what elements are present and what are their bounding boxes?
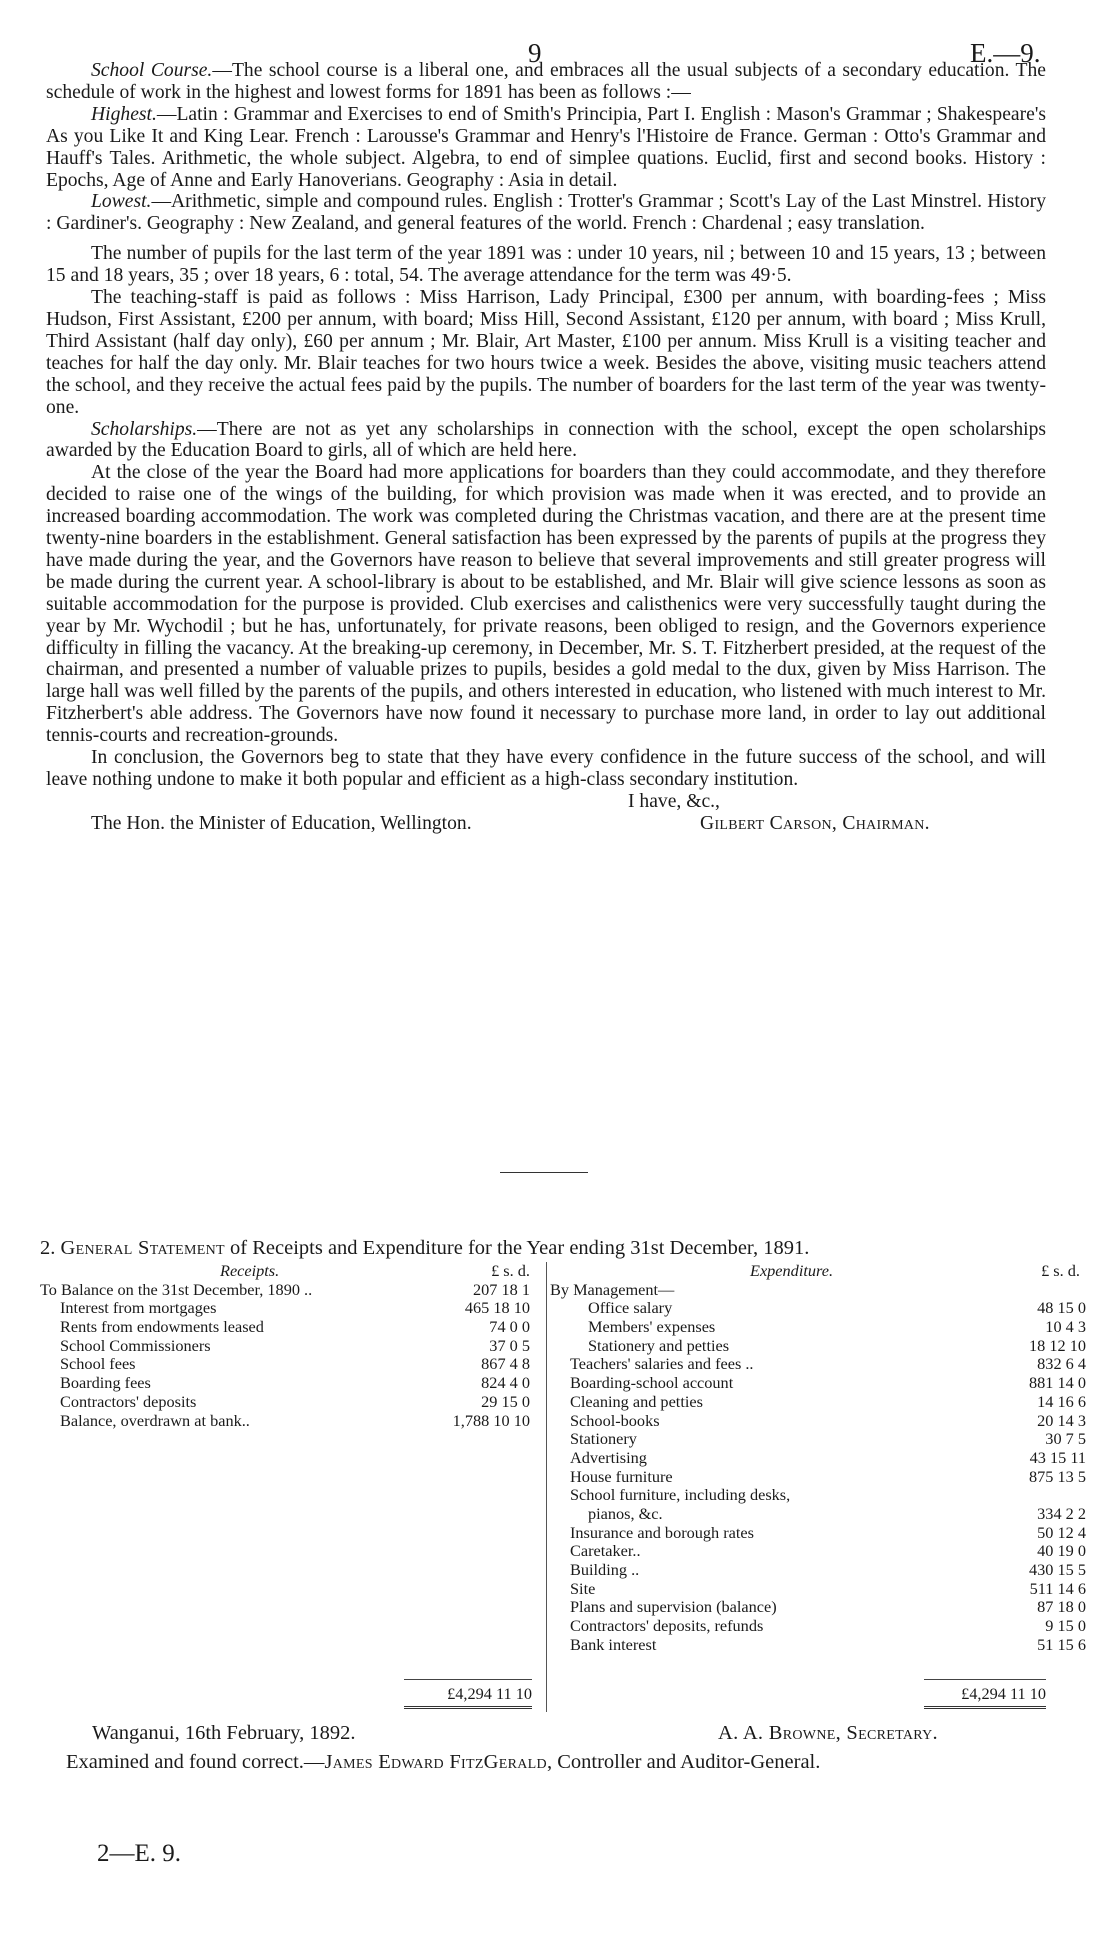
school-course-label: School Course. — [91, 60, 213, 81]
paragraph-lowest — [46, 191, 1046, 235]
expenditure-label: Boarding-school account — [570, 1373, 734, 1393]
receipts-currency-head: £ s. d. — [491, 1261, 530, 1280]
expenditure-label: House furniture — [570, 1466, 673, 1486]
expenditure-amount: 10 4 3 — [1045, 1317, 1086, 1337]
page-number: 9 — [528, 38, 542, 68]
expenditure-label: Members' expenses — [588, 1317, 716, 1337]
closing-row — [46, 791, 1046, 813]
expenditure-amount: 30 7 5 — [1045, 1429, 1086, 1449]
paragraph-boarders: At the close of the year the Board had more applications for boarders than they could accommodate, and they therefore decided to raise one of the wings of the building, for which provision was made when it was erected, and to provide an increased boarding accommodation. The work was completed during the Christmas vacation, and there are at the present time twenty-nine boarders in the establishment. General satisfaction has been expressed by the parents of pupils at the progress they have made during the year, and the Governors have reason to believe that several improvements and still greater progress will be made during the current year. A school-library is about to be established, and Mr. Blair will give science lessons as soon as suitable accommodation for the purpose is provided. Club exercises and calisthenics were very successfully taught during the year by Mr. Wychodil ; but he has, unfortunately, for private reasons, been obliged to resign, and the Governors experience difficulty in filling the vacancy. At the breaking-up ceremony, in December, Mr. S. T. Fitzherbert presided, at the request of the chairman, and presented a number of valuable prizes to pupils, besides a gold medal to the dux, given by Miss Harrison. The large hall was well filled by the parents of the pupils, and others interested in education, who listened with much interest to Mr. Fitzherbert's able address. The Governors have now found it necessary to purchase more land, in order to lay out additional tennis-courts and recreation-grounds. — [46, 462, 1046, 747]
expenditure-total-double-rule — [924, 1706, 1046, 1709]
expenditure-row — [550, 1299, 1090, 1318]
expenditure-label: Insurance and borough rates — [570, 1522, 754, 1542]
expenditure-row — [550, 1617, 1090, 1636]
expenditure-row — [550, 1449, 1090, 1468]
receipt-row — [40, 1337, 540, 1356]
receipt-row — [40, 1374, 540, 1393]
lowest-text: —Arithmetic, simple and compound rules. English : Trotter's Grammar ; Scott's Lay of the Last Minstrel. History : Gardiner's. Geography : New Zealand, and general features of the world. French : Chardenal ; easy translation. — [46, 191, 1046, 235]
expenditure-column — [550, 1262, 1090, 1654]
receipt-label: Boarding fees — [60, 1373, 151, 1393]
expenditure-amount: 43 15 11 — [1029, 1447, 1086, 1467]
expenditure-label: Office salary — [588, 1298, 673, 1318]
receipt-label: Rents from endowments leased — [60, 1317, 264, 1337]
expenditure-row — [550, 1281, 1090, 1300]
expenditure-row — [550, 1393, 1090, 1412]
receipt-row — [40, 1281, 540, 1300]
receipt-amount: 37 0 5 — [489, 1335, 530, 1355]
receipt-label: To Balance on the 31st December, 1890 .. — [40, 1279, 313, 1299]
audit-statement — [66, 1751, 820, 1774]
receipt-row — [40, 1318, 540, 1337]
paragraph-pupils: The number of pupils for the last term of the year 1891 was : under 10 years, nil ; between 10 and 15 years, 13 ; between 15 and 18 years, 35 ; over 18 years, 6 : total, 54. The average attendance for the term was 49·5. — [46, 243, 1046, 287]
expenditure-row — [550, 1636, 1090, 1655]
receipts-rows — [40, 1281, 540, 1431]
expenditure-label: Building .. — [570, 1560, 640, 1579]
scholarships-label: Scholarships. — [91, 418, 198, 440]
expenditure-heading: Expenditure. — [750, 1261, 834, 1280]
receipt-row — [40, 1355, 540, 1374]
expenditure-currency-head: £ s. d. — [1041, 1261, 1080, 1280]
receipt-row — [40, 1299, 540, 1318]
expenditure-row — [550, 1580, 1090, 1599]
receipts-column — [40, 1262, 540, 1430]
expenditure-label: Contractors' deposits, refunds — [570, 1616, 764, 1636]
expenditure-amount: 20 14 3 — [1037, 1410, 1086, 1430]
receipts-total-double-rule — [404, 1706, 532, 1709]
expenditure-amount: 334 2 2 — [1037, 1503, 1086, 1523]
statement-title-rest: of Receipts and Expenditure for the Year ending 31st December, 1891. — [224, 1237, 810, 1259]
auditor-title: , Controller and Auditor-General. — [546, 1751, 821, 1773]
expenditure-row — [550, 1598, 1090, 1617]
place-date: Wanganui, 16th February, 1892. — [92, 1722, 356, 1744]
expenditure-amount: 511 14 6 — [1029, 1578, 1086, 1598]
paragraph-conclusion: In conclusion, the Governors beg to state that they have every confidence in the future success of the school, and will leave nothing undone to make it both popular and efficient as a high-class secondary institution. — [46, 747, 1046, 790]
report-body — [46, 60, 1046, 835]
expenditure-amount: 832 6 4 — [1037, 1354, 1086, 1374]
report-code: E.—9. — [970, 38, 1041, 68]
auditor-name: James Edward FitzGerald — [324, 1751, 547, 1773]
receipts-total-rule — [404, 1679, 532, 1680]
expenditure-row — [550, 1374, 1090, 1393]
statement-title — [40, 1237, 1080, 1260]
paragraph-school-course — [46, 60, 1046, 104]
receipt-amount: 29 15 0 — [481, 1391, 530, 1411]
signatory: Gilbert Carson, Chairman. — [700, 812, 930, 834]
receipt-amount: 867 4 8 — [481, 1354, 530, 1374]
expenditure-amount: 430 15 5 — [1029, 1560, 1086, 1579]
signature-row — [46, 813, 1046, 835]
audit-prefix: Examined and found correct.— — [66, 1751, 325, 1773]
receipt-amount: 465 18 10 — [464, 1298, 530, 1318]
receipt-label: Interest from mortgages — [60, 1298, 217, 1318]
receipt-row — [40, 1393, 540, 1412]
highest-text: —Latin : Grammar and Exercises to end of Smith's Principia, Part I. English : Mason's Grammar ; Shakespeare's As you Like It and King Lear. French : Larousse's Grammar and Henry's l'Histoire de France. German : Otto's Grammar and Hauff's Tales. Arithmetic, the whole subject. Algebra, to end of simplee quations. Euclid, first and second books. History : Epochs, Age of Anne and Early Hanoverians. Geography : Asia in detail. — [46, 103, 1046, 191]
expenditure-label: By Management— — [550, 1279, 675, 1299]
statement-number: 2. — [40, 1237, 56, 1259]
expenditure-label: Stationery and petties — [588, 1335, 730, 1355]
expenditure-row — [550, 1468, 1090, 1487]
highest-label: Highest. — [91, 103, 157, 125]
receipt-label: School Commissioners — [60, 1335, 211, 1355]
lowest-label: Lowest. — [91, 191, 152, 213]
expenditure-label: School furniture, including desks, — [570, 1485, 791, 1505]
scholarships-text: —There are not as yet any scholarships in connection with the school, except the open scholarships awarded by the Education Board to girls, all of which are held here. — [46, 418, 1046, 462]
expenditure-amount: 87 18 0 — [1037, 1597, 1086, 1617]
expenditure-label: Stationery — [570, 1429, 637, 1449]
expenditure-total-rule — [924, 1679, 1046, 1680]
expenditure-amount: 50 12 4 — [1037, 1522, 1086, 1542]
secretary-signature: A. A. Browne, Secretary. — [718, 1722, 938, 1744]
receipts-heading: Receipts. — [220, 1261, 280, 1280]
receipt-label: School fees — [60, 1354, 136, 1374]
expenditure-row — [550, 1561, 1090, 1580]
addressee: The Hon. the Minister of Education, Wellington. — [91, 812, 472, 834]
expenditure-header-row — [550, 1262, 1090, 1281]
expenditure-label: Site — [570, 1578, 596, 1598]
expenditure-total: £4,294 11 10 — [961, 1684, 1046, 1703]
closing-phrase: I have, &c., — [628, 790, 720, 812]
expenditure-row — [550, 1542, 1090, 1561]
expenditure-label: Plans and supervision (balance) — [570, 1597, 777, 1617]
receipts-total: £4,294 11 10 — [447, 1684, 532, 1703]
section-divider — [500, 1172, 588, 1173]
receipt-amount: 74 0 0 — [489, 1317, 530, 1337]
paragraph-highest — [46, 104, 1046, 192]
expenditure-row — [550, 1505, 1090, 1524]
expenditure-amount: 14 16 6 — [1037, 1391, 1086, 1411]
expenditure-label: Advertising — [570, 1447, 647, 1467]
expenditure-row — [550, 1524, 1090, 1543]
expenditure-label: Bank interest — [570, 1634, 657, 1654]
paragraph-teaching-staff: The teaching-staff is paid as follows : Miss Harrison, Lady Principal, £300 per annum, with boarding-fees ; Miss Hudson, First Assistant, £200 per annum, with board; Miss Hill, Second Assistant, £120 per annum, with board ; Miss Krull, Third Assistant (half day only), £60 per annum ; Mr. Blair, Art Master, £100 per annum. Miss Krull is a visiting teacher and teaches for half the day only. Mr. Blair teaches for two hours twice a week. Besides the above, visiting music teachers attend the school, and they receive the actual fees paid by the pupils. The number of boarders for the last term of the year was twenty-one. — [46, 287, 1046, 418]
sheet-signature-mark: 2—E. 9. — [97, 1840, 182, 1867]
expenditure-amount: 9 15 0 — [1045, 1616, 1086, 1636]
expenditure-row — [550, 1337, 1090, 1356]
receipts-header-row — [40, 1262, 540, 1281]
expenditure-label: Cleaning and petties — [570, 1391, 703, 1411]
receipt-amount: 1,788 10 10 — [452, 1410, 530, 1430]
receipt-label: Balance, overdrawn at bank.. — [60, 1410, 250, 1430]
expenditure-label: pianos, &c. — [588, 1503, 663, 1523]
expenditure-row — [550, 1355, 1090, 1374]
receipt-label: Contractors' deposits — [60, 1391, 197, 1411]
expenditure-amount: 881 14 0 — [1029, 1373, 1086, 1393]
expenditure-row — [550, 1412, 1090, 1431]
statement-title-smallcaps: General Statement — [60, 1237, 225, 1259]
receipt-row — [40, 1412, 540, 1431]
expenditure-row — [550, 1486, 1090, 1505]
expenditure-amount: 51 15 6 — [1037, 1634, 1086, 1654]
column-divider — [546, 1262, 547, 1712]
school-course-text: —The school course is a liberal one, and embraces all the usual subjects of a secondary education. The schedule of work in the highest and lowest forms for 1891 has been as follows :— — [46, 60, 1047, 103]
receipt-amount: 824 4 0 — [481, 1373, 530, 1393]
expenditure-amount: 48 15 0 — [1037, 1298, 1086, 1318]
expenditure-amount: 875 13 5 — [1029, 1466, 1086, 1486]
expenditure-row — [550, 1430, 1090, 1449]
expenditure-label: School-books — [570, 1410, 660, 1430]
expenditure-amount: 40 19 0 — [1037, 1541, 1086, 1561]
expenditure-label: Caretaker.. — [570, 1541, 641, 1561]
expenditure-rows — [550, 1281, 1090, 1655]
receipt-amount: 207 18 1 — [473, 1279, 530, 1299]
paragraph-scholarships — [46, 419, 1046, 463]
expenditure-label: Teachers' salaries and fees .. — [570, 1354, 754, 1374]
expenditure-row — [550, 1318, 1090, 1337]
expenditure-amount: 18 12 10 — [1029, 1335, 1086, 1355]
